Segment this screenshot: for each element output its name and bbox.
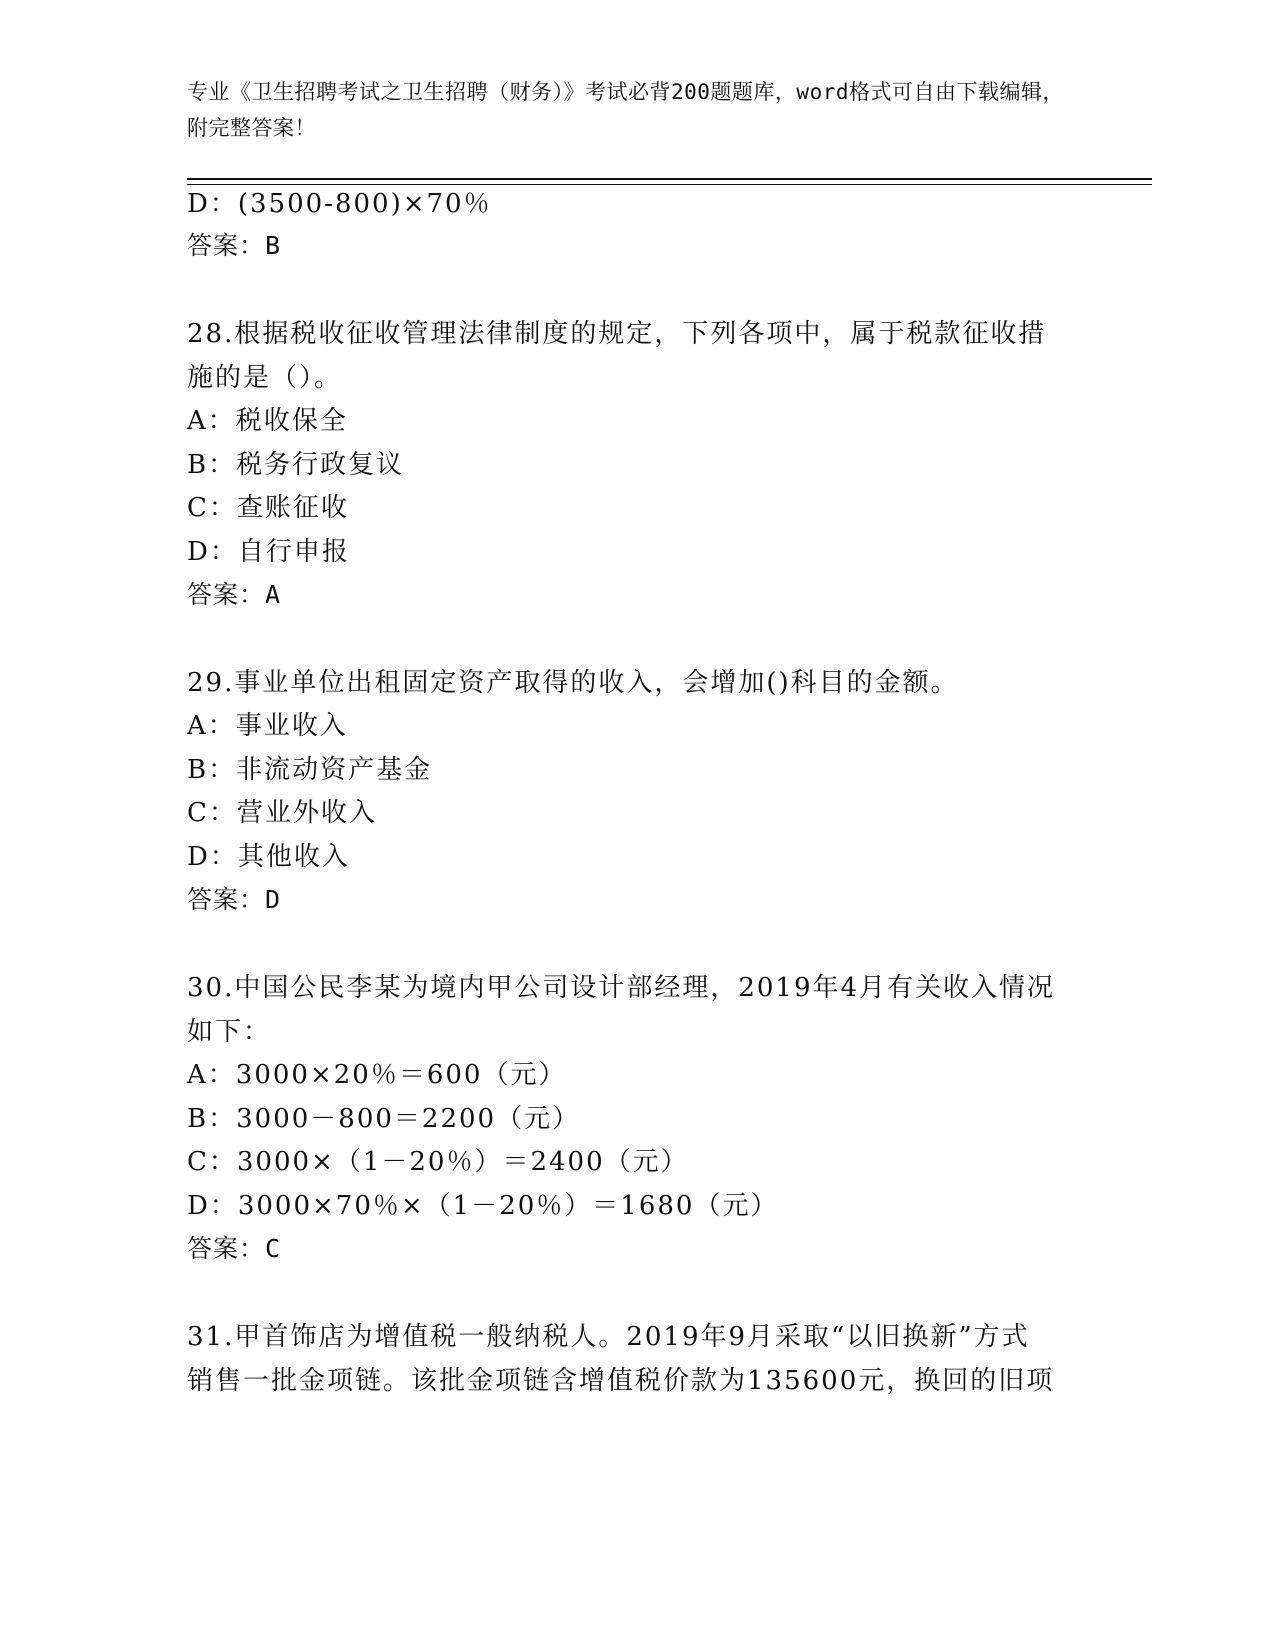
- q29-stem: 29.事业单位出租固定资产取得的收入，会增加()科目的金额。: [187, 668, 959, 698]
- q28-option-a: A：税收保全: [187, 406, 348, 436]
- q28-option-d: D：自行申报: [187, 537, 350, 567]
- q28-stem-line-1: 28.根据税收征收管理法律制度的规定，下列各项中，属于税款征收措: [187, 319, 1047, 349]
- q30-stem-line-2: 如下：: [187, 1017, 272, 1047]
- q28-option-b: B：税务行政复议: [187, 450, 405, 480]
- header-divider-thick: [187, 178, 1152, 180]
- q29-option-d: D：其他收入: [187, 842, 350, 872]
- q30-stem-line-1: 30.中国公民李某为境内甲公司设计部经理，2019年4月有关收入情况: [187, 973, 1056, 1003]
- q30-answer: 答案：C: [187, 1234, 282, 1263]
- q30-option-c: C：3000×（1－20％）＝2400（元）: [187, 1147, 689, 1177]
- q30-option-d: D：3000×70％×（1－20％）＝1680（元）: [187, 1191, 779, 1221]
- q29-option-a: A：事业收入: [187, 711, 348, 741]
- document-header: 专业《卫生招聘考试之卫生招聘（财务）》考试必背200题题库，word格式可自由下载编辑，附完整答案！: [187, 80, 1064, 140]
- q27-option-d: D：(3500-800)×70％: [187, 189, 492, 219]
- q29-answer: 答案：D: [187, 885, 282, 914]
- q28-option-c: C：查账征收: [187, 493, 349, 523]
- q29-option-b: B：非流动资产基金: [187, 755, 433, 785]
- q29-option-c: C：营业外收入: [187, 798, 377, 828]
- q28-stem-line-2: 施的是（）。: [187, 363, 343, 393]
- q30-option-b: B：3000－800＝2200（元）: [187, 1104, 581, 1134]
- q30-option-a: A：3000×20％＝600（元）: [187, 1060, 567, 1090]
- q27-answer: 答案：B: [187, 231, 282, 260]
- q31-stem-line-1: 31.甲首饰店为增值税一般纳税人。2019年9月采取“以旧换新”方式: [187, 1322, 1030, 1352]
- q31-stem-line-2: 销售一批金项链。该批金项链含增值税价款为135600元，换回的旧项: [187, 1366, 1055, 1396]
- header-divider-thin: [187, 184, 1152, 185]
- q28-answer: 答案：A: [187, 580, 282, 609]
